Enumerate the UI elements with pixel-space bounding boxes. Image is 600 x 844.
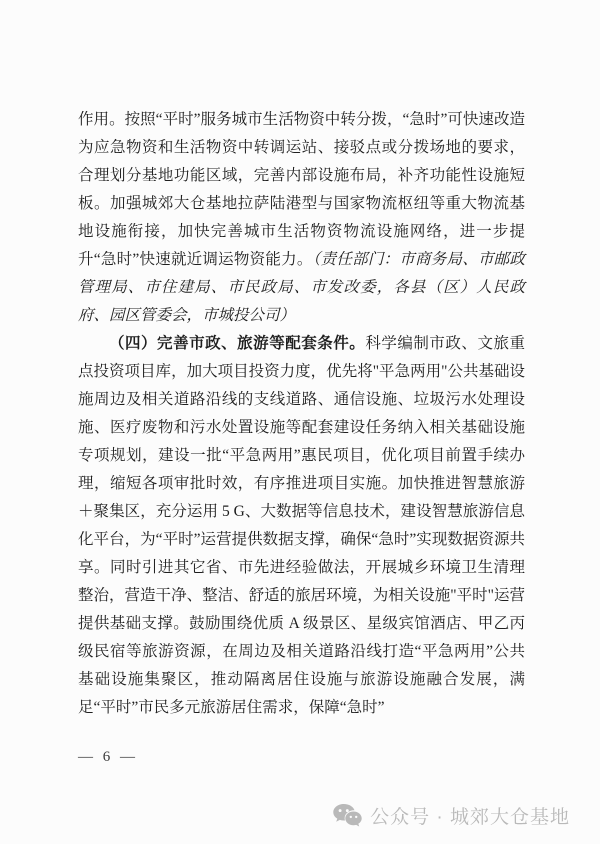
paragraph-text: 作用。按照“平时”服务城市生活物资中转分拨，“急时”可快速改造为应急物资和生活物资中转调运站、接驳点或分拨场地的要求，合理划分基地功能区域，完善内部设施布局，补齐功能性设施短板。加强城郊大仓基地拉萨陆港型与国家物流枢纽等重大物流基地设施衔接，加快完善城市生活物资物流设施网络，进一步提升“急时”快速就近调运物资能力。 [78, 111, 525, 268]
responsible-departments-note: （责任部门：市商务局、市邮政管理局、市住建局、市民政局、市发改委，各县（区）人民政府、园区管委会，市城投公司） [78, 251, 525, 324]
paragraph-section-four [78, 330, 525, 722]
wechat-icon [333, 803, 362, 828]
watermark-text: 公众号 · 城郊大仓基地 [370, 807, 570, 828]
document-body [78, 106, 525, 722]
page-footer [78, 748, 138, 766]
paragraph-text: 科学编制市政、文旅重点投资项目库，加大项目投资力度，优先将"平急两用"公共基础设施周边及相关道路沿线的支线道路、通信设施、垃圾污水处理设施、医疗废物和污水处置设施等配套建设任务纳入相关基础设施专项规划，建设一批“平急两用”惠民项目，优化项目前置手续办理，缩短各项审批时效，有序推进项目实施。加快推进智慧旅游＋聚集区，充分运用 5 G、大数据等信息技术，建设智慧旅游信息化平台，为“平时”运营提供数据支撑，确保“急时”实现数据资源共享。同时引进其它省、市先进经验做法，开展城乡环境卫生清理整治，营造干净、整洁、舒适的旅居环境，为相关设施"平时"运营提供基础支撑。鼓励围绕优质 A 级景区、星级宾馆酒店、甲乙丙级民宿等旅游资源，在周边及相关道路沿线打造“平急两用”公共基础设施集聚区，推动隔离居住设施与旅游设施融合发展，满足“平时”市民多元旅游居住需求，保障“急时” [78, 335, 525, 716]
watermark [333, 802, 570, 829]
page-number: — 6 — [78, 749, 138, 765]
paragraph-continuation [78, 106, 525, 330]
section-heading: （四）完善市政、旅游等配套条件。 [109, 335, 366, 352]
